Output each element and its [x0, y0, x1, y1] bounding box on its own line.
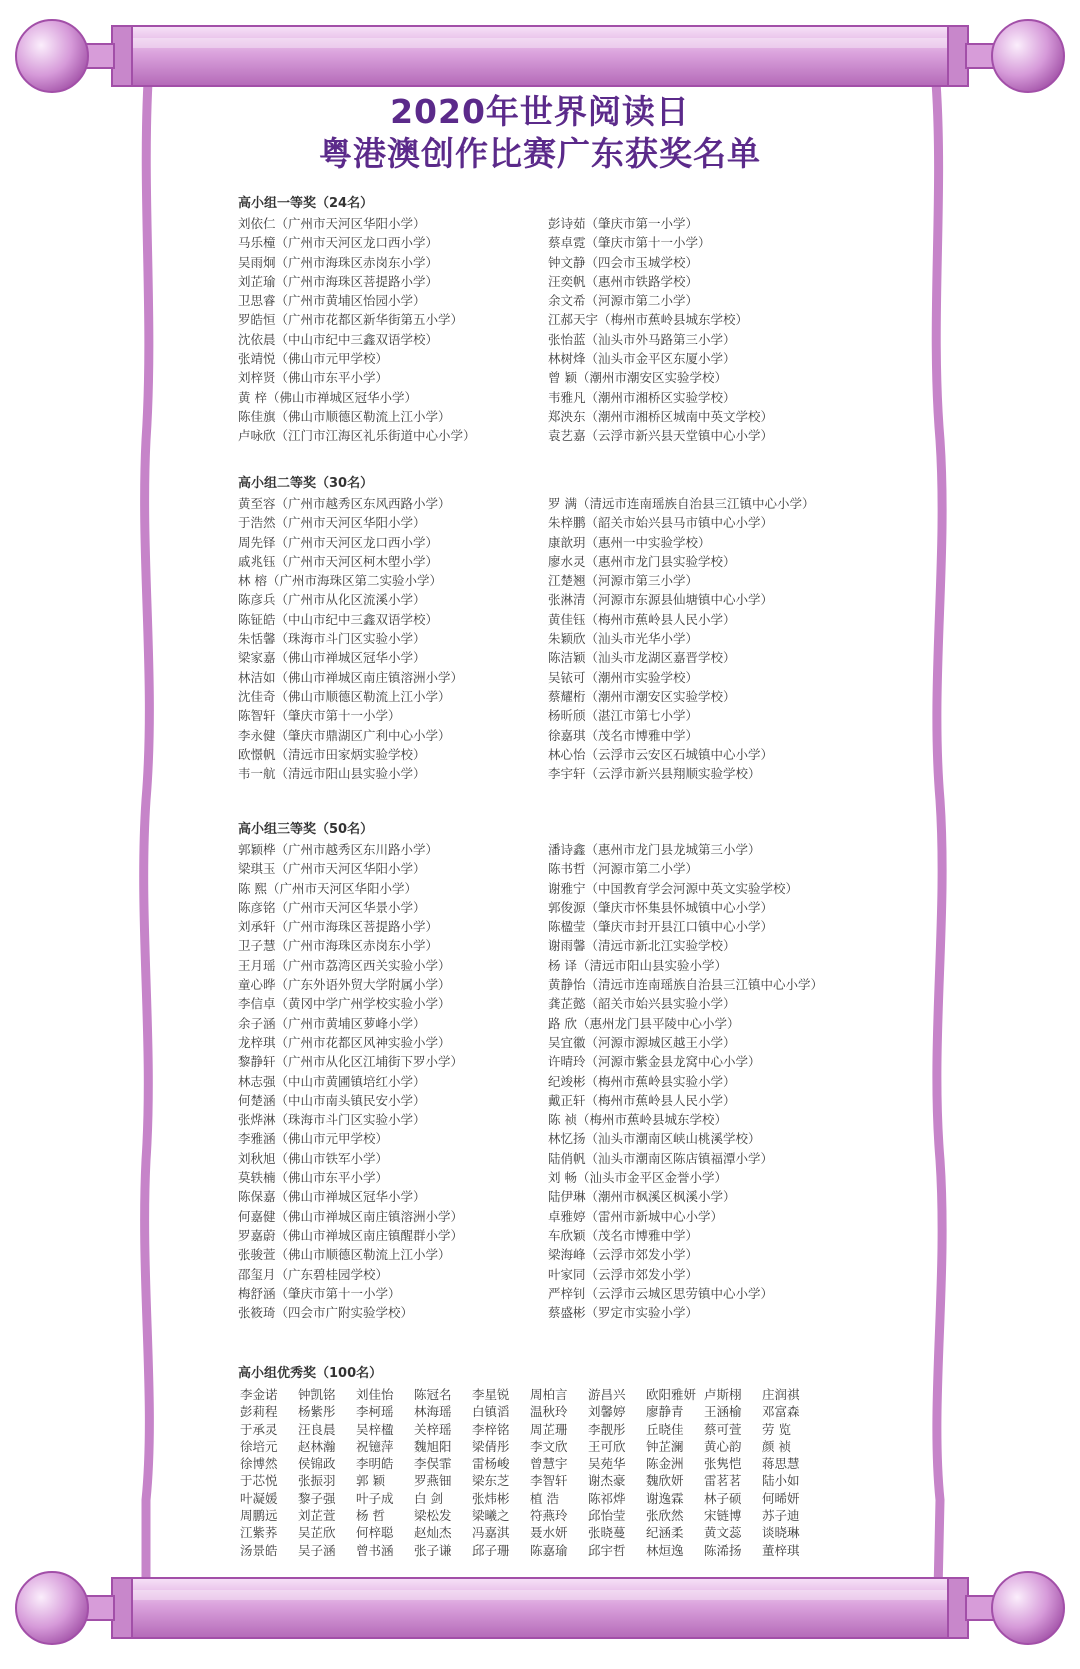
- award-entry: 童心晔（广东外语外贸大学附属小学）: [238, 977, 451, 993]
- excellence-name: 曾书涵: [356, 1542, 394, 1558]
- award-entry: 林志强（中山市黄圃镇培红小学）: [238, 1073, 426, 1089]
- award-entry: 何嘉健（佛山市禅城区南庄镇溶洲小学）: [238, 1208, 464, 1224]
- award-entry: 刘芷瑜（广州市海珠区菩提路小学）: [238, 273, 439, 289]
- award-entry: 谢雅宁（中国教育学会河源中英文实验学校）: [548, 880, 799, 896]
- award-entry: 余子涵（广州市黄埔区萝峰小学）: [238, 1015, 426, 1031]
- excellence-name: 吴梓楹: [356, 1421, 394, 1437]
- award-entry: 罗 满（清远市连南瑶族自治县三江镇中心小学）: [548, 496, 815, 511]
- award-entry: 戴正轩（梅州市蕉岭县人民小学）: [548, 1092, 736, 1108]
- award-entry: 卢咏欣（江门市江海区礼乐街道中心小学）: [238, 428, 476, 444]
- award-entry: 韦一航（清远市阳山县实验小学）: [238, 766, 426, 782]
- excellence-name: 于承灵: [240, 1421, 278, 1437]
- excellence-name: 邱怡莹: [588, 1508, 626, 1524]
- excellence-name: 郭 颖: [356, 1473, 385, 1489]
- excellence-name: 李靓彤: [588, 1421, 626, 1437]
- award-entry: 张靖悦（佛山市元甲学校）: [238, 351, 389, 367]
- excellence-name: 李柯瑶: [356, 1404, 394, 1420]
- excellence-name: 陈祁烨: [588, 1490, 626, 1506]
- excellence-name: 梁倩彤: [472, 1438, 510, 1454]
- excellence-name: 卢斯栩: [704, 1387, 742, 1402]
- excellence-name: 周柏言: [530, 1387, 568, 1402]
- award-entry: 杨昕颀（湛江市第七小学）: [548, 708, 699, 724]
- excellence-name: 苏子迪: [762, 1508, 800, 1524]
- excellence-name: 蒋思慧: [762, 1456, 800, 1472]
- excellence-name: 聂水妍: [530, 1525, 568, 1541]
- award-entry: 陆俏帆（汕头市潮南区陈店镇福潭小学）: [548, 1150, 774, 1166]
- award-entry: 刘承轩（广州市海珠区菩提路小学）: [238, 919, 439, 935]
- award-entry: 徐嘉琪（茂名市博雅中学）: [548, 727, 699, 743]
- excellence-name: 赵灿杰: [414, 1525, 452, 1541]
- award-entry: 张淋清（河源市东源县仙塘镇中心小学）: [548, 592, 774, 608]
- award-entry: 陈钲皓（中山市纪中三鑫双语学校）: [238, 611, 439, 627]
- award-entry: 林忆扬（汕头市潮南区峡山桃溪学校）: [548, 1131, 761, 1147]
- award-entry: 罗皓恒（广州市花都区新华街第五小学）: [238, 312, 464, 328]
- award-entry: 梁海峰（云浮市郊发小学）: [548, 1247, 699, 1263]
- award-entry: 陈书哲（河源市第二小学）: [548, 861, 699, 877]
- award-entry: 严梓钊（云浮市云城区思劳镇中心小学）: [548, 1285, 774, 1301]
- third-prize-left-column: [238, 840, 463, 1322]
- award-entry: 刘 畅（汕头市金平区金誉小学）: [548, 1170, 727, 1186]
- award-entry: 梅舒涵（肇庆市第十一小学）: [238, 1285, 401, 1301]
- excellence-name: 张炜彬: [472, 1490, 510, 1506]
- excellence-name: 廖静青: [646, 1404, 684, 1420]
- excellence-name: 李星锐: [472, 1387, 510, 1402]
- award-entry: 蔡盛彬（罗定市实验小学）: [548, 1305, 699, 1321]
- award-entry: 郭颖桦（广州市越秀区东川路小学）: [238, 842, 439, 857]
- award-entry: 康歆玥（惠州一中实验学校）: [548, 534, 711, 550]
- award-entry: 杨 译（清远市阳山县实验小学）: [548, 957, 727, 973]
- excellence-name: 叶凝媛: [240, 1490, 278, 1506]
- excellence-name: 张欣然: [646, 1508, 684, 1524]
- excellence-name: 彭莉程: [240, 1404, 278, 1420]
- excellence-name: 徐培元: [240, 1438, 278, 1454]
- excellence-name: 白 剑: [414, 1490, 443, 1506]
- excellence-name: 王可欣: [588, 1438, 626, 1454]
- excellence-name: 关梓瑶: [414, 1421, 452, 1437]
- excellence-name: 邱子珊: [472, 1542, 510, 1558]
- excellence-name: 纪涵柔: [646, 1525, 684, 1541]
- excellence-name: 魏欣妍: [646, 1473, 684, 1489]
- excellence-name: 张晓蔓: [588, 1525, 626, 1541]
- first-prize-right-column: [548, 214, 773, 446]
- award-entry: 黄佳钰（梅州市蕉岭县人民小学）: [548, 611, 736, 627]
- excellence-name: 黎子强: [298, 1490, 336, 1506]
- award-entry: 余文希（河源市第二小学）: [548, 293, 699, 309]
- excellence-name: 江紫荞: [240, 1525, 278, 1541]
- excellence-name: 游昌兴: [588, 1387, 626, 1402]
- excellence-name: 张隽恺: [704, 1456, 742, 1472]
- excellence-name: 祝镱萍: [356, 1438, 394, 1454]
- excellence-name: 陈冠名: [414, 1387, 452, 1402]
- award-entry: 蔡耀桁（潮州市潮安区实验学校）: [548, 688, 736, 704]
- excellence-name: 宋链博: [704, 1508, 742, 1524]
- award-entry: 张烨淋（珠海市斗门区实验小学）: [238, 1112, 426, 1128]
- excellence-name: 谢杰豪: [588, 1473, 626, 1489]
- award-entry: 李雅涵（佛山市元甲学校）: [238, 1131, 389, 1147]
- award-entry: 钟文静（四会市玉城学校）: [548, 254, 699, 270]
- award-entry: 李信卓（黄冈中学广州学校实验小学）: [238, 996, 451, 1012]
- excellence-name: 罗燕钿: [414, 1473, 452, 1489]
- award-entry: 黄 梓（佛山市禅城区冠华小学）: [238, 389, 417, 405]
- award-entry: 李永健（肇庆市鼎湖区广利中心小学）: [238, 727, 451, 743]
- excellence-name: 丘晓佳: [646, 1421, 684, 1437]
- excellence-name: 王涵榆: [704, 1404, 742, 1420]
- excellence-name: 赵林瀚: [298, 1438, 336, 1454]
- award-entry: 韦雅凡（潮州市湘桥区实验学校）: [548, 389, 736, 405]
- award-entry: 陈洁颖（汕头市龙湖区嘉晋学校）: [548, 650, 736, 666]
- excellence-name: 徐博然: [240, 1456, 278, 1472]
- award-entry: 梁琪玉（广州市天河区华阳小学）: [238, 861, 426, 877]
- award-entry: 路 欣（惠州龙门县平陵中心小学）: [548, 1015, 740, 1031]
- excellence-name: 杨紫彤: [298, 1404, 336, 1420]
- excellence-name: 陈金洲: [646, 1456, 684, 1472]
- excellence-name: 汤景皓: [240, 1542, 278, 1558]
- excellence-name: 邓富森: [762, 1404, 800, 1420]
- excellence-name: 董梓琪: [762, 1542, 800, 1558]
- title-line-1: 2020年世界阅读日: [390, 92, 690, 131]
- excellence-name: 刘佳怡: [356, 1387, 394, 1402]
- award-entry: 江郝天宇（梅州市蕉岭县城东学校）: [548, 312, 749, 328]
- excellence-name: 魏旭阳: [414, 1438, 452, 1454]
- award-entry: 沈依晨（中山市纪中三鑫双语学校）: [238, 331, 439, 347]
- award-entry: 龙梓琪（广州市花都区风神实验小学）: [238, 1034, 451, 1050]
- excellence-name: 李文欣: [530, 1438, 568, 1454]
- section-heading-third-prize: 高小组三等奖（50名）: [238, 822, 374, 837]
- award-entry: 张怡蓝（汕头市外马路第三小学）: [548, 331, 736, 347]
- excellence-name: 谈晓琳: [762, 1525, 800, 1541]
- excellence-name: 温秋玲: [530, 1404, 568, 1420]
- excellence-name: 陆小如: [762, 1473, 800, 1489]
- award-entry: 叶家同（云浮市郊发小学）: [548, 1266, 699, 1282]
- award-entry: 罗嘉蔚（佛山市禅城区南庄镇醒群小学）: [238, 1227, 464, 1243]
- award-entry: 李宇轩（云浮市新兴县翔顺实验学校）: [548, 766, 761, 782]
- excellence-name: 汪良晨: [298, 1421, 336, 1437]
- award-entry: 纪竣彬（梅州市蕉岭县实验小学）: [548, 1073, 736, 1089]
- award-entry: 袁艺嘉（云浮市新兴县天堂镇中心小学）: [548, 428, 774, 444]
- excellence-name: 林子硕: [704, 1490, 742, 1506]
- excellence-name: 曾慧宇: [530, 1456, 568, 1472]
- award-entry: 江楚翘（河源市第三小学）: [548, 573, 699, 589]
- award-entry: 曾 颖（潮州市潮安区实验学校）: [548, 370, 727, 386]
- excellence-name: 谢逸霖: [646, 1490, 684, 1506]
- excellence-name: 林海瑶: [414, 1404, 452, 1420]
- excellence-name: 林烜逸: [646, 1542, 684, 1558]
- award-entry: 张骏萱（佛山市顺德区勒流上江小学）: [238, 1247, 451, 1263]
- excellence-name: 吴子涵: [298, 1542, 336, 1558]
- excellence-name: 庄润祺: [762, 1387, 800, 1402]
- award-entry: 卓雅婷（雷州市新城中心小学）: [548, 1208, 724, 1224]
- award-entry: 陈 熙（广州市天河区华阳小学）: [238, 880, 417, 896]
- award-entry: 黄静怡（清远市连南瑶族自治县三江镇中心小学）: [548, 977, 824, 993]
- second-prize-right-column: [548, 494, 814, 783]
- award-entry: 陈楹莹（肇庆市封开县江口镇中心小学）: [548, 919, 774, 935]
- award-entry: 陈智轩（肇庆市第十一小学）: [238, 708, 401, 724]
- excellence-name: 颜 祯: [762, 1438, 791, 1454]
- excellence-name: 何梓聪: [356, 1525, 394, 1541]
- excellence-name: 周芷珊: [530, 1421, 568, 1437]
- award-entry: 周先铎（广州市天河区龙口西小学）: [238, 534, 439, 550]
- excellence-name: 雷杨峻: [472, 1456, 510, 1472]
- excellence-name: 劳 览: [762, 1421, 791, 1437]
- award-entry: 车欣颖（茂名市博雅中学）: [548, 1227, 699, 1243]
- award-entry: 何楚涵（中山市南头镇民安小学）: [238, 1092, 426, 1108]
- award-entry: 梁家嘉（佛山市禅城区冠华小学）: [238, 650, 426, 666]
- excellence-name-grid: [240, 1386, 820, 1559]
- award-entry: 林 榕（广州市海珠区第二实验小学）: [238, 573, 442, 589]
- excellence-name: 杨 哲: [356, 1508, 385, 1524]
- award-entry: 林心怡（云浮市云安区石城镇中心小学）: [548, 746, 774, 762]
- award-entry: 汪奕帆（惠州市铁路学校）: [548, 273, 699, 289]
- excellence-name: 钟芷澜: [646, 1438, 684, 1454]
- section-heading-first-prize: 高小组一等奖（24名）: [238, 196, 374, 211]
- excellence-name: 植 浩: [530, 1490, 559, 1506]
- award-entry: 龚芷懿（韶关市始兴县实验小学）: [548, 996, 736, 1012]
- excellence-name: 叶子成: [356, 1490, 394, 1506]
- excellence-name: 陈嘉瑜: [530, 1542, 568, 1558]
- award-entry: 黎静轩（广州市从化区江埔街下罗小学）: [238, 1054, 464, 1070]
- award-entry: 谢雨馨（清远市新北江实验学校）: [548, 938, 736, 954]
- award-entry: 林洁如（佛山市禅城区南庄镇溶洲小学）: [238, 669, 464, 685]
- excellence-name: 于芯悦: [240, 1473, 278, 1489]
- excellence-name: 周鹏远: [240, 1508, 278, 1524]
- excellence-name: 蔡可萱: [704, 1421, 742, 1437]
- award-entry: 廖水灵（惠州市龙门县实验学校）: [548, 553, 736, 569]
- award-entry: 莫轶楠（佛山市东平小学）: [238, 1170, 389, 1186]
- excellence-name: 梁东芝: [472, 1473, 510, 1489]
- excellence-name: 刘芷萱: [298, 1508, 336, 1524]
- excellence-name: 邱宇哲: [588, 1542, 626, 1558]
- award-entry: 林树烽（汕头市金平区东厦小学）: [548, 351, 736, 367]
- excellence-name: 钟凯铭: [298, 1387, 336, 1402]
- award-entry: 陈彦兵（广州市从化区流溪小学）: [238, 592, 426, 608]
- award-entry: 蔡卓霓（肇庆市第十一小学）: [548, 235, 711, 251]
- excellence-name: 梁松发: [414, 1508, 452, 1524]
- award-entry: 吴铱可（潮州市实验学校）: [548, 669, 699, 685]
- excellence-name: 李俣霏: [414, 1456, 452, 1472]
- award-entry: 卫子慧（广州市海珠区赤岗东小学）: [238, 938, 439, 954]
- excellence-name: 刘馨婷: [588, 1404, 626, 1420]
- award-entry: 卫思睿（广州市黄埔区怡园小学）: [238, 293, 426, 309]
- second-prize-left-column: [238, 494, 463, 783]
- third-prize-right-column: [548, 840, 823, 1322]
- excellence-name: 张振羽: [298, 1473, 336, 1489]
- award-entry: 吴雨炯（广州市海珠区赤岗东小学）: [238, 254, 439, 270]
- excellence-name: 李梓铭: [472, 1421, 510, 1437]
- excellence-name: 李金诺: [240, 1387, 278, 1402]
- award-entry: 陈保嘉（佛山市禅城区冠华小学）: [238, 1189, 426, 1205]
- award-entry: 欧憬帆（清远市田家炳实验学校）: [238, 746, 426, 762]
- award-entry: 刘依仁（广州市天河区华阳小学）: [238, 216, 426, 231]
- award-entry: 朱颖欣（汕头市光华小学）: [548, 631, 699, 647]
- award-entry: 陈彦铭（广州市天河区华景小学）: [238, 899, 426, 915]
- excellence-name: 吴芷欣: [298, 1525, 336, 1541]
- award-entry: 戚兆钰（广州市天河区柯木塱小学）: [238, 553, 439, 569]
- award-entry: 张筱琦（四会市广附实验学校）: [238, 1305, 414, 1321]
- award-entry: 王月瑶（广州市荔湾区西关实验小学）: [238, 957, 451, 973]
- excellence-name: 陈浠扬: [704, 1542, 742, 1558]
- excellence-name: 李明皓: [356, 1456, 394, 1472]
- award-entry: 马乐橦（广州市天河区龙口西小学）: [238, 235, 439, 251]
- excellence-name: 冯嘉淇: [472, 1525, 510, 1541]
- award-entry: 吴宜徽（河源市源城区越王小学）: [548, 1034, 736, 1050]
- excellence-name: 符燕玲: [530, 1508, 568, 1524]
- excellence-name: 欧阳雅妍: [646, 1387, 697, 1402]
- excellence-name: 黄文蕊: [704, 1525, 742, 1541]
- first-prize-left-column: [238, 214, 476, 446]
- award-entry: 朱梓鹏（韶关市始兴县马市镇中心小学）: [548, 515, 774, 531]
- title-line-2: 粤港澳创作比赛广东获奖名单: [319, 134, 761, 173]
- excellence-name: 李智轩: [530, 1473, 568, 1489]
- excellence-name: 侯锦政: [298, 1456, 336, 1472]
- award-entry: 刘秋旭（佛山市铁军小学）: [238, 1150, 389, 1166]
- award-entry: 郭俊源（肇庆市怀集县怀城镇中心小学）: [548, 899, 774, 915]
- award-entry: 陆伊琳（潮州市枫溪区枫溪小学）: [548, 1189, 736, 1205]
- excellence-name: 白镇滔: [472, 1404, 510, 1420]
- award-entry: 陈佳旗（佛山市顺德区勒流上江小学）: [238, 408, 451, 424]
- section-heading-excellence: 高小组优秀奖（100名）: [238, 1366, 383, 1381]
- award-entry: 沈佳奇（佛山市顺德区勒流上江小学）: [238, 688, 451, 704]
- award-entry: 许晴玲（河源市紫金县龙窝中心小学）: [548, 1054, 761, 1070]
- excellence-name: 梁曦之: [472, 1508, 510, 1524]
- award-entry: 郑泱东（潮州市湘桥区城南中英文学校）: [548, 408, 774, 424]
- award-entry: 于浩然（广州市天河区华阳小学）: [238, 515, 426, 531]
- excellence-name: 雷茗茗: [704, 1473, 742, 1489]
- excellence-name: 吴苑华: [588, 1456, 626, 1472]
- award-entry: 潘诗鑫（惠州市龙门县龙城第三小学）: [548, 842, 761, 857]
- excellence-name: 何晞妍: [762, 1490, 800, 1506]
- excellence-name: 张子谦: [414, 1542, 452, 1558]
- award-entry: 刘梓贤（佛山市东平小学）: [238, 370, 389, 386]
- award-entry: 朱恬馨（珠海市斗门区实验小学）: [238, 631, 426, 647]
- award-entry: 黄至容（广州市越秀区东风西路小学）: [238, 496, 451, 511]
- award-entry: 陈 祯（梅州市蕉岭县城东学校）: [548, 1112, 727, 1128]
- excellence-name: 黄心韵: [704, 1438, 742, 1454]
- award-entry: 邵玺月（广东碧桂园学校）: [238, 1266, 389, 1282]
- section-heading-second-prize: 高小组二等奖（30名）: [238, 476, 374, 491]
- award-entry: 彭诗茹（肇庆市第一小学）: [548, 216, 699, 231]
